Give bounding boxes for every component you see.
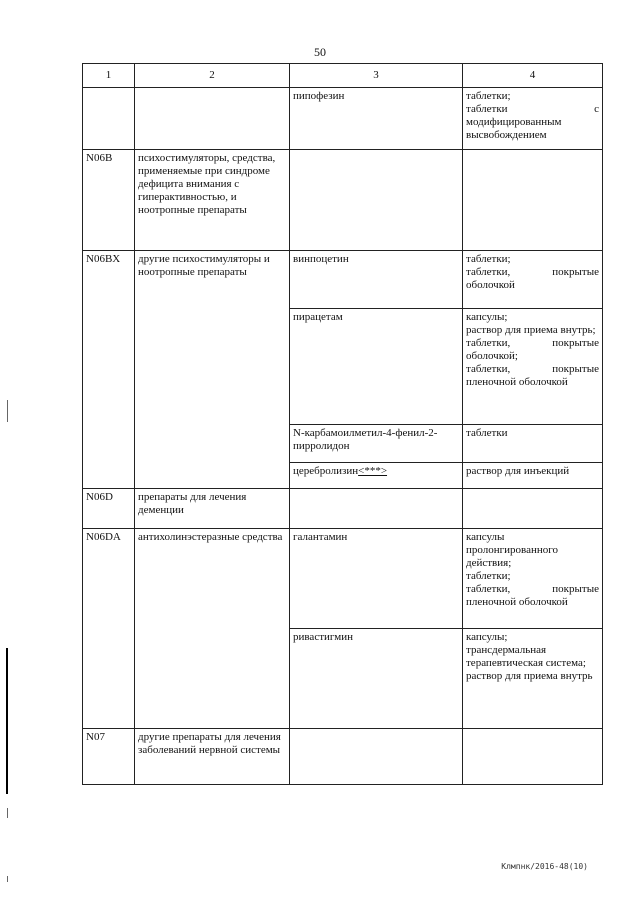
drug-name-cell — [290, 463, 463, 489]
dosage-form-line: капсулы; — [466, 631, 508, 643]
dosage-form-cell — [463, 463, 603, 489]
drug-name-cell — [290, 729, 463, 785]
dosage-form-line: капсулы пролонгированного действия; — [466, 531, 558, 569]
group-name-cell: психостимуляторы, средства, применяемые при синдроме дефицита внимания с гиперактивностью, и ноотропные препараты — [135, 150, 290, 251]
group-name-cell: другие психостимуляторы и ноотропные препараты — [135, 251, 290, 489]
dosage-form-cell — [463, 251, 603, 309]
dosage-form-cell — [463, 150, 603, 251]
table-row — [83, 529, 603, 629]
dosage-form-line: таблетки; — [466, 253, 511, 265]
drug-name-cell — [290, 489, 463, 529]
drug-name-cell: N-карбамоилметил-4-фенил-2-пирролидон — [290, 425, 463, 463]
dosage-form-line: раствор для инъекций — [466, 465, 570, 477]
atc-code-cell: N06D — [83, 489, 135, 529]
column-header-2: 2 — [135, 64, 290, 88]
table-row — [83, 88, 603, 150]
scan-margin-mark — [6, 648, 8, 794]
drug-name-cell — [290, 150, 463, 251]
table-row — [83, 729, 603, 785]
scan-margin-mark — [7, 876, 8, 882]
dosage-form-line: раствор для приема внутрь — [466, 670, 593, 682]
column-header-3: 3 — [290, 64, 463, 88]
dosage-form-cell — [463, 425, 603, 463]
group-name-cell: антихолинэстеразные средства — [135, 529, 290, 729]
dosage-form-line: таблетки; — [466, 90, 511, 102]
dosage-form-line: таблетки с модифицированным высвобождением — [466, 103, 599, 141]
dosage-form-cell — [463, 529, 603, 629]
dosage-form-line: раствор для приема внутрь; — [466, 324, 596, 336]
drug-name-cell: ривастигмин — [290, 629, 463, 729]
table-row — [83, 489, 603, 529]
page-number: 50 — [314, 45, 326, 59]
dosage-form-line: таблетки; — [466, 570, 511, 582]
atc-code-cell: N06BX — [83, 251, 135, 489]
header-row — [83, 64, 603, 88]
drug-name-cell: винпоцетин — [290, 251, 463, 309]
dosage-form-cell — [463, 729, 603, 785]
drug-name: церебролизин — [293, 465, 359, 477]
scan-margin-mark — [7, 400, 8, 422]
scan-margin-mark — [7, 808, 8, 818]
atc-code-cell — [83, 88, 135, 150]
group-name-cell: другие препараты для лечения заболеваний нервной системы — [135, 729, 290, 785]
group-name-cell: препараты для лечения деменции — [135, 489, 290, 529]
dosage-form-line: таблетки, покрытые пленочной оболочкой — [466, 363, 599, 388]
dosage-form-cell — [463, 629, 603, 729]
table-row — [83, 150, 603, 251]
dosage-form-line: капсулы; — [466, 311, 508, 323]
dosage-form-line: таблетки — [466, 427, 508, 439]
dosage-form-line: таблетки, покрытые пленочной оболочкой — [466, 583, 599, 608]
document-footer-code: Клмпнк/2016-48(10) — [501, 862, 588, 871]
table-row — [83, 251, 603, 309]
drug-name-cell: пирацетам — [290, 309, 463, 425]
dosage-form-line: таблетки, покрытые оболочкой — [466, 266, 599, 291]
footnote-link[interactable]: <***> — [358, 465, 388, 477]
dosage-form-cell — [463, 88, 603, 150]
column-header-4: 4 — [463, 64, 603, 88]
atc-code-cell: N07 — [83, 729, 135, 785]
dosage-form-line: трансдермальная терапевтическая система; — [466, 644, 586, 669]
atc-code-cell: N06DA — [83, 529, 135, 729]
group-name-cell — [135, 88, 290, 150]
atc-code-cell: N06B — [83, 150, 135, 251]
drug-name-cell: галантамин — [290, 529, 463, 629]
dosage-form-cell — [463, 489, 603, 529]
drug-name-cell: пипофезин — [290, 88, 463, 150]
dosage-form-line: таблетки, покрытые оболочкой; — [466, 337, 599, 362]
dosage-form-cell — [463, 309, 603, 425]
column-header-1: 1 — [83, 64, 135, 88]
drug-table — [82, 63, 603, 785]
